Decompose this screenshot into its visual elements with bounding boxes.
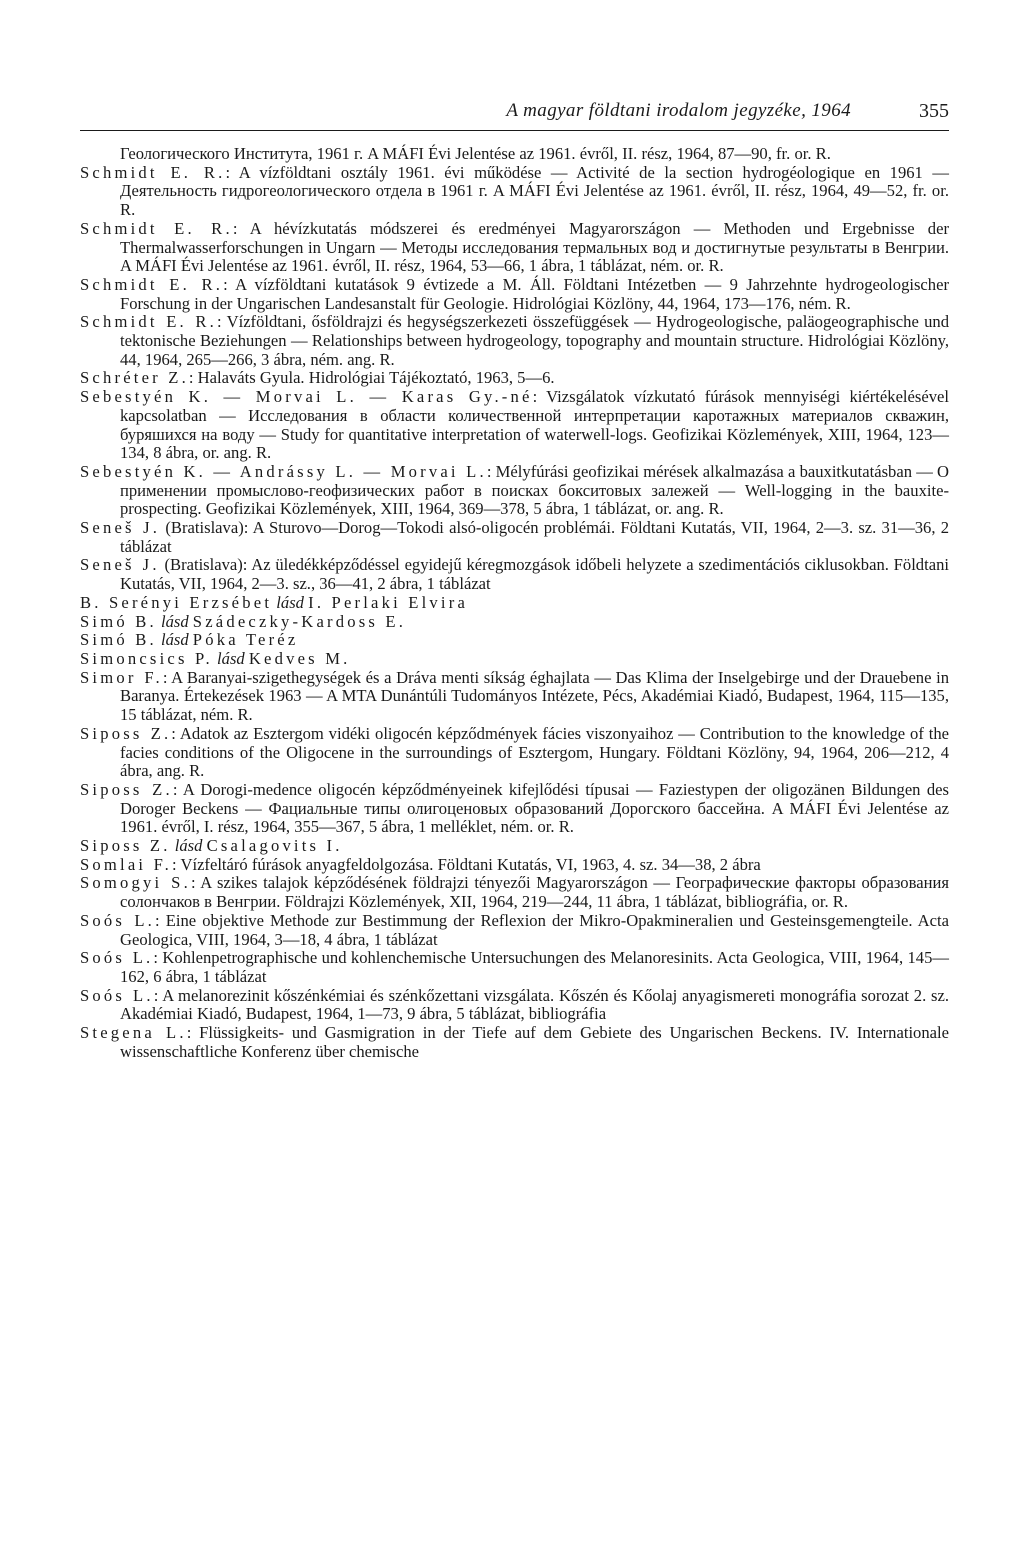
entry-author: Schréter Z. [80,368,189,388]
bibliography-entry [80,1024,949,1061]
bibliography-list [80,145,949,1061]
bibliography-entry [80,987,949,1024]
entry-author: Stegena L. [80,1023,187,1043]
running-title: A magyar földtani irodalom jegyzéke, 1964 [506,100,851,121]
entry-text: : Mélyfúrási geofizikai mérések alkalmazása a bauxitkutatásban — О применении промыслово-геофизических работ в поисках бокситовых залежей — Well-logging in the bauxite-prospecting. Geofizikai Közlemények, XIII, 1964, 369—378, 5 ábra, 1 táblázat, or. ang. R. [120,461,949,519]
bibliography-entry [80,912,949,949]
entry-text: : A szikes talajok képződésének földrajzi tényezői Magyarországon — Географические факторы образования солончаков в Венгрии. Földrajzi Közlemények, XII, 1964, 219—244, 11 ábra, 1 táblázat, bibliográfia, or. R. [120,873,949,912]
bibliography-entry [80,369,949,388]
entry-author: Sebestyén K. — Andrássy L. — Morvai L. [80,461,487,481]
entry-see-label: lásd [217,648,245,668]
entry-text: (Bratislava): Az üledékképződéssel egyidejű kéregmozgások időbeli helyzete a szedimentációs ciklusokban. Földtani Kutatás, VII, 1964, 2—3. sz., 36—41, 2 ábra, 1 táblázat [120,555,949,594]
entry-author: Sebestyén K. — Morvai L. — Karas Gy.-né [80,387,533,407]
entry-reference: Kedves M. [248,648,351,668]
bibliography-entry [80,220,949,276]
entry-author: Seneš J. [80,518,161,538]
bibliography-entry [80,631,949,650]
bibliography-entry [80,613,949,632]
entry-see-label: lásd [160,630,189,650]
entry-author: Somogyi S. [80,873,191,893]
entry-see-label: lásd [174,836,203,856]
entry-text: : A Dorogi-medence oligocén képződményeinek kifejlődési típusai — Faziestypen der oligozänen Bildungen des Doroger Beckens — Фациальные типы олигоценовых образований Дорогского бассейна. A MÁFI Évi Jelentése az 1961. évről, I. rész, 1964, 355—367, 5 ábra, 1 melléklet, ném. or. R. [120,779,949,837]
entry-reference: Szádeczky-Kardoss E. [192,611,407,631]
entry-author: Soós L. [80,948,154,968]
entry-author: Schmidt E. R. [80,312,217,332]
bibliography-entry [80,313,949,369]
entry-text: : A vízföldtani kutatások 9 évtizede a M. Áll. Földtani Intézetben — 9 Jahrzehnte hydrogeologischer Forschung in der Ungarischen Landesanstalt für Geologie. Hidrológiai Közlöny, 44, 1964, 173—176, ném. R. [120,274,949,313]
bibliography-entry [80,594,949,613]
entry-see-label: lásd [276,592,304,612]
entry-author: Soós L. [80,910,156,930]
entry-author: Simó B. [80,630,157,650]
page-number: 355 [919,100,949,122]
bibliography-entry [80,856,949,875]
bibliography-entry [80,388,949,463]
bibliography-entry [80,463,949,519]
entry-author: Seneš J. [80,555,160,575]
entry-author: Simor F. [80,667,163,687]
bibliography-entry [80,949,949,986]
entry-text: : Kohlenpetrographische und kohlenchemische Untersuchungen des Melanoresinits. Acta Geologica, VIII, 1964, 145—162, 6 ábra, 1 táblázat [120,948,949,986]
entry-text: : Flüssigkeits- und Gasmigration in der Tiefe auf dem Gebiete des Ungarischen Beckens. IV. Internationale wissenschaftliche Konferenz über chemische [120,1023,949,1061]
bibliography-entry [80,164,949,220]
entry-author: Soós L. [80,985,154,1005]
entry-text: Геологического Института, 1961 г. A MÁFI Évi Jelentése az 1961. évről, II. rész, 1964, 87—90, fr. or. R. [120,144,831,163]
entry-author: Schmidt E. R. [80,218,233,238]
bibliography-entry [80,556,949,593]
entry-author: Schmidt E. R. [80,274,224,294]
bibliography-entry [80,874,949,911]
entry-text: : Halaváts Gyula. Hidrológiai Tájékoztató, 1963, 5—6. [188,368,555,388]
bibliography-entry [80,145,949,164]
entry-text: (Bratislava): A Sturovo—Dorog—Tokodi alsó-oligocén problémái. Földtani Kutatás, VII, 1964, 2—3. sz. 31—36, 2 táblázat [120,518,950,556]
entry-author: Simó B. [80,611,157,631]
entry-text: : Eine objektive Methode zur Bestimmung der Reflexion der Mikro-Opakmineralien und Gesteinsgemengteile. Acta Geologica, VIII, 1964, 3—18, 4 ábra, 1 táblázat [120,910,950,949]
bibliography-entry [80,669,949,725]
entry-reference: Póka Teréz [192,630,299,650]
entry-text: : A hévízkutatás módszerei és eredményei Magyarországon — Methoden und Ergebnisse der Thermalwasserforschungen in Ungarn — Методы исследования термальных вод и достигнутые результаты в Венгрии. A MÁFI Évi Jelentése az 1961. évről, II. rész, 1964, 53—66, 1 ábra, 1 táblázat, ném. or. R. [120,218,949,276]
entry-reference: I. Perlaki Elvira [308,592,469,612]
entry-author: Simoncsics P. [80,648,213,668]
bibliography-entry [80,519,949,556]
page-header [80,100,949,131]
bibliography-entry [80,781,949,837]
entry-author: Somlai F. [80,854,173,874]
entry-text: : A vízföldtani osztály 1961. évi működése — Activité de la section hydrogéologique en 1961 — Деятельность гидрогеологического отдела в 1961 г. A MÁFI Évi Jelentése az 1961. évről, II. rész, 1964, 49—52, fr. or. R. [120,162,949,220]
bibliography-entry [80,837,949,856]
bibliography-entry [80,650,949,669]
entry-author: Siposs Z. [80,779,173,799]
entry-text: : A melanorezinit kőszénkémiai és szénkőzettani vizsgálata. Kőszén és Kőolaj anyagismereti monográfia sorozat 2. sz. Akadémiai Kiadó, Budapest, 1964, 1—73, 9 ábra, 5 táblázat, bibliográfia [120,985,949,1024]
entry-text: : Vizsgálatok vízkutató fúrások mennyiségi kiértékelésével kapcsolatban — Исследования в области количественной интерпретации каротажных материалов скважин, буряшихся на воду — Study for quantitative interpretation of waterwell-logs. Geofizikai Közlemények, XIII, 1964, 123—134, 8 ábra, or. ang. R. [120,387,950,463]
entry-text: : Vízföldtani, ősföldrajzi és hegységszerkezeti összefüggések — Hydrogeologische, paläogeographische und tektonische Beziehungen — Relationships between hydrogeology, topography and mountain structure. Hidrológiai Közlöny, 44, 1964, 265—266, 3 ábra, ném. ang. R. [120,312,949,369]
entry-text: : A Baranyai-szigethegységek és a Dráva menti síkság éghajlata — Das Klima der Inselgebirge und der Drauebene in Baranya. Értekezések 1963 — A MTA Dunántúli Tudományos Intézete, Pécs, Akadémiai Kiadó, Budapest, 1964, 115—135, 15 táblázat, ném. R. [120,667,950,725]
entry-author: Siposs Z. [80,723,172,743]
bibliography-entry [80,276,949,313]
entry-text: : Vízfeltáró fúrások anyagfeldolgozása. Földtani Kutatás, VI, 1963, 4. sz. 34—38, 2 ábra [172,854,761,874]
entry-author: Schmidt E. R. [80,162,226,182]
entry-reference: Csalagovits I. [206,836,343,856]
entry-text: : Adatok az Esztergom vidéki oligocén képződmények fácies viszonyaihoz — Contribution to the knowledge of the facies conditions of the Oligocene in the surroundings of Esztergom, Hungary. Földtani Közlöny, 94, 1964, 206—212, 4 ábra, ang. R. [120,723,949,781]
entry-author: Siposs Z. [80,836,171,856]
entry-author: B. Serényi Erzsébet [80,592,273,612]
bibliography-entry [80,725,949,781]
entry-see-label: lásd [160,611,189,631]
